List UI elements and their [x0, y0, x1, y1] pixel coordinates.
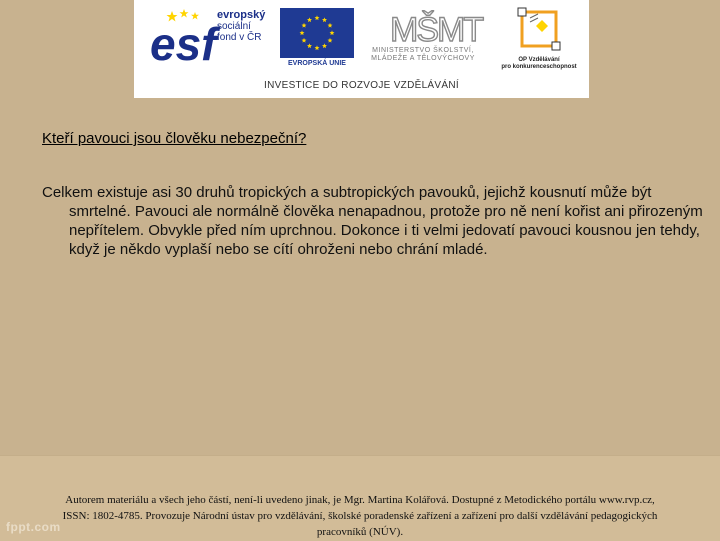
msmt-caption [360, 47, 486, 63]
eu-logo [280, 8, 354, 68]
esf-logo-mark [148, 8, 228, 68]
msmt-mark [360, 5, 486, 47]
eu-star [322, 17, 327, 22]
op-subtitle: pro konkurenceschopnost [501, 64, 577, 70]
eu-star [328, 23, 333, 28]
eu-flag-icon [280, 8, 354, 58]
slide-heading: Kteří pavouci jsou člověku nebezpeční? [42, 130, 307, 147]
op-mark [492, 6, 584, 58]
eu-star [307, 43, 312, 48]
esf-line-1: evropský [217, 9, 266, 21]
esf-line-3: fond v ČR [217, 32, 262, 43]
watermark: fppt.com [6, 520, 61, 534]
op-caption [494, 57, 584, 71]
eu-star [315, 15, 320, 20]
msmt-letters: MŠMT [390, 11, 483, 47]
eu-star [302, 38, 307, 43]
logo-banner [134, 0, 589, 98]
eu-star [330, 30, 335, 35]
esf-line-2: sociální [217, 21, 251, 32]
op-title: OP Vzdělávání [518, 57, 560, 63]
eu-star [328, 38, 333, 43]
msmt-logo [360, 5, 486, 73]
footer-attribution: Autorem materiálu a všech jeho částí, není-li uvedeno jinak, je Mgr. Martina Kolářová. Dostupné z Metodického portálu www.rvp.cz, ISSN: 1802-4785. Provozuje Národní ústav pro vzdělávání, školské poradenské zařízení a zařízení pro další vzdělávání pedagogických pracovníků (NÚV). [62, 494, 658, 538]
eu-caption: EVROPSKÁ UNIE [288, 60, 346, 67]
esf-caption [217, 10, 265, 43]
eu-star [302, 23, 307, 28]
esf-letters: esf [150, 18, 217, 68]
op-logo [492, 6, 584, 74]
eu-star [307, 17, 312, 22]
slide-body-text: Celkem existuje asi 30 druhů tropických a subtropických pavouků, jejichž kousnutí může být smrtelné. Pavouci ale normálně člověka nenapadnou, protože pro ně není kořist ani přirozeným nepřítelem. Obvykle před ním uprchnou. Dokonce i ti velmi jedovatí pavouci kousnou jen tehdy, když je někdo vyplaší nebo se cítí ohroženi nebo chrání mladé. [42, 184, 703, 258]
eu-star [300, 30, 305, 35]
msmt-caption-line-1: MINISTERSTVO ŠKOLSTVÍ, [372, 47, 474, 54]
eu-star [315, 45, 320, 50]
msmt-caption-line-2: MLÁDEŽE A TĚLOVÝCHOVY [371, 55, 475, 62]
eu-star [322, 43, 327, 48]
investice-caption: INVESTICE DO ROZVOJE VZDĚLÁVÁNÍ [264, 80, 459, 91]
